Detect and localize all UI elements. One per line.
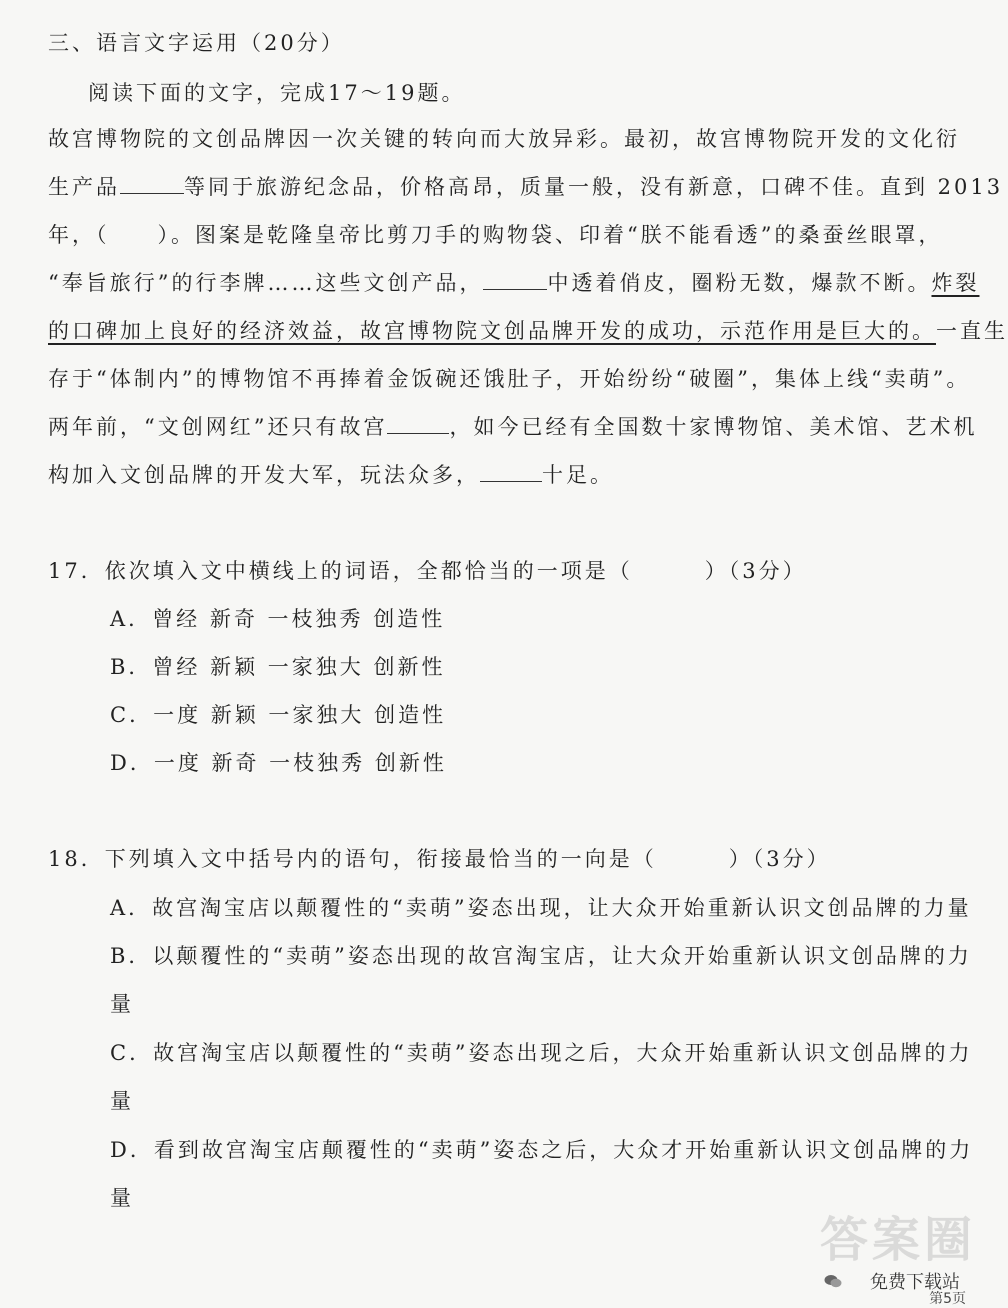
passage-line: 生产品 等同于旅游纪念品，价格高昂，质量一般，没有新意，口碑不佳。直到 2013 <box>48 175 1004 199</box>
question-18-option: D．看到故宫淘宝店颠覆性的“卖萌”姿态之后，大众才开始重新认识文创品牌的力 <box>110 1138 974 1162</box>
question-17-option: D．一度 新奇 一枝独秀 创新性 <box>110 751 447 775</box>
watermark-logo: 答案圈 <box>819 1212 976 1268</box>
section-title: 三、语言文字运用（20分） <box>48 31 345 55</box>
wechat-icon <box>824 1274 842 1288</box>
passage-line: 两年前，“文创网红”还只有故宫 ，如今已经有全国数十家博物馆、美术馆、艺术机 <box>48 415 978 439</box>
question-17-stem: 17．依次填入文中横线上的词语，全都恰当的一项是（ ）（3分） <box>48 559 807 583</box>
question-18-stem: 18．下列填入文中括号内的语句，衔接最恰当的一向是（ ）（3分） <box>48 847 831 871</box>
instructions: 阅读下面的文字，完成17～19题。 <box>88 81 466 105</box>
blank <box>480 461 542 482</box>
passage-line: 年，（ ）。图案是乾隆皇帝比剪刀手的购物袋、印着“朕不能看透”的桑蚕丝眼罩， <box>48 223 943 247</box>
passage-line: 存于“体制内”的博物馆不再捧着金饭碗还饿肚子，开始纷纷“破圈”，集体上线“卖萌”。 <box>48 367 971 391</box>
question-18-option: A．故宫淘宝店以颠覆性的“卖萌”姿态出现，让大众开始重新认识文创品牌的力量 <box>110 896 972 920</box>
question-18-option-continued: 量 <box>110 992 134 1016</box>
question-17-option: A．曾经 新奇 一枝独秀 创造性 <box>110 607 446 631</box>
source-label: 免费下载站 <box>870 1272 960 1293</box>
underlined-text: 的口碑加上良好的经济效益，故宫博物院文创品牌开发的成功，示范作用是巨大的。 <box>48 319 936 343</box>
passage-line: 故宫博物院的文创品牌因一次关键的转向而大放异彩。最初，故宫博物院开发的文化衍 <box>48 127 960 151</box>
page-number: 第5页 <box>929 1291 966 1307</box>
question-17-option: C．一度 新颖 一家独大 创造性 <box>110 703 447 727</box>
passage-line: 构加入文创品牌的开发大军，玩法众多， 十足。 <box>48 463 614 487</box>
blank <box>120 173 184 194</box>
question-18-option-continued: 量 <box>110 1089 134 1113</box>
question-18-option-continued: 量 <box>110 1186 134 1210</box>
question-18-option: C．故宫淘宝店以颠覆性的“卖萌”姿态出现之后，大众开始重新认识文创品牌的力 <box>110 1041 973 1065</box>
passage-line: “奉旨旅行”的行李牌……这些文创产品， 中透着俏皮，圈粉无数，爆款不断。炸裂 <box>48 271 980 295</box>
question-17-option: B．曾经 新颖 一家独大 创新性 <box>110 655 446 679</box>
blank <box>483 269 547 290</box>
question-18-option: B．以颠覆性的“卖萌”姿态出现的故宫淘宝店，让大众开始重新认识文创品牌的力 <box>110 944 972 968</box>
passage-line: 的口碑加上良好的经济效益，故宫博物院文创品牌开发的成功，示范作用是巨大的。一直生 <box>48 319 1008 343</box>
blank <box>387 413 449 434</box>
underlined-text: 炸裂 <box>931 271 980 295</box>
